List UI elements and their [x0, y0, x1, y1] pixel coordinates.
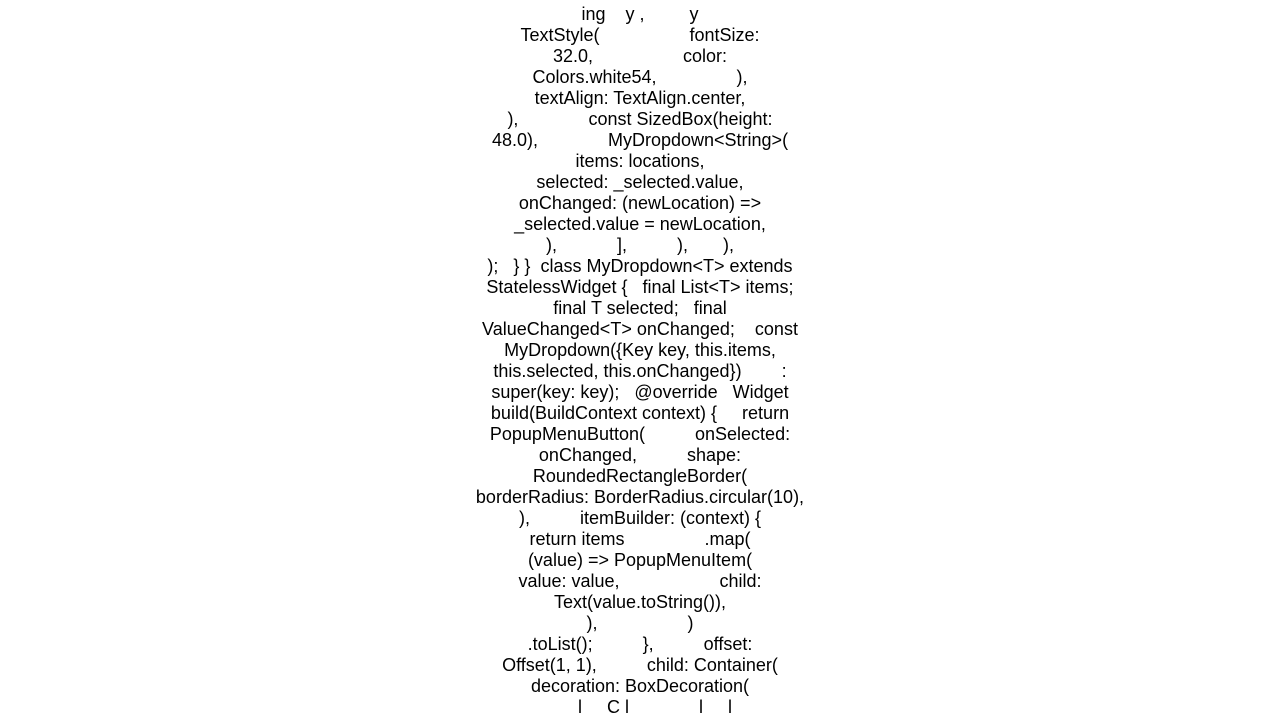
code-line: Colors.white54, ), — [532, 67, 748, 87]
code-line: ValueChanged<T> onChanged; const — [482, 319, 798, 339]
code-line: 48.0), MyDropdown<String>( — [491, 130, 789, 150]
code-line: items: locations, — [575, 151, 705, 171]
code-line: .toList(); }, offset: — [527, 634, 753, 654]
code-line: ing y , y — [581, 4, 699, 24]
code-line: ), itemBuilder: (context) { — [518, 508, 762, 528]
code-line: borderRadius: BorderRadius.circular(10), — [475, 487, 805, 507]
code-line: this.selected, this.onChanged}) : — [493, 361, 787, 381]
code-line: return items .map( — [529, 529, 751, 549]
code-line: 32.0, color: — [552, 46, 728, 66]
code-line: onChanged, shape: — [538, 445, 742, 465]
code-line: ), ) — [586, 613, 694, 633]
code-line: value: value, child: — [518, 571, 762, 591]
code-line: textAlign: TextAlign.center, — [534, 88, 746, 108]
code-line: ); } } class MyDropdown<T> extends — [487, 256, 793, 276]
code-lines — [0, 4, 1280, 718]
code-line: PopupMenuButton( onSelected: — [489, 424, 791, 444]
code-line: final T selected; final — [553, 298, 727, 318]
code-line: onChanged: (newLocation) => — [518, 193, 762, 213]
code-line: selected: _selected.value, — [536, 172, 744, 192]
code-line: RoundedRectangleBorder( — [532, 466, 748, 486]
code-line: l C l l l — [547, 697, 733, 717]
code-line: TextStyle( fontSize: — [520, 25, 760, 45]
code-line: Text(value.toString()), — [553, 592, 727, 612]
code-line: _selected.value = newLocation, — [514, 214, 766, 234]
code-line: ), const SizedBox(height: — [507, 109, 773, 129]
code-line: decoration: BoxDecoration( — [530, 676, 750, 696]
code-line: super(key: key); @override Widget — [491, 382, 789, 402]
code-line: ), ], ), ), — [545, 235, 734, 255]
code-line: (value) => PopupMenuItem( — [527, 550, 753, 570]
code-line: Offset(1, 1), child: Container( — [502, 655, 778, 675]
code-line: build(BuildContext context) { return — [490, 403, 790, 423]
code-line: StatelessWidget { final List<T> items; — [486, 277, 794, 297]
code-line: MyDropdown({Key key, this.items, — [504, 340, 776, 360]
